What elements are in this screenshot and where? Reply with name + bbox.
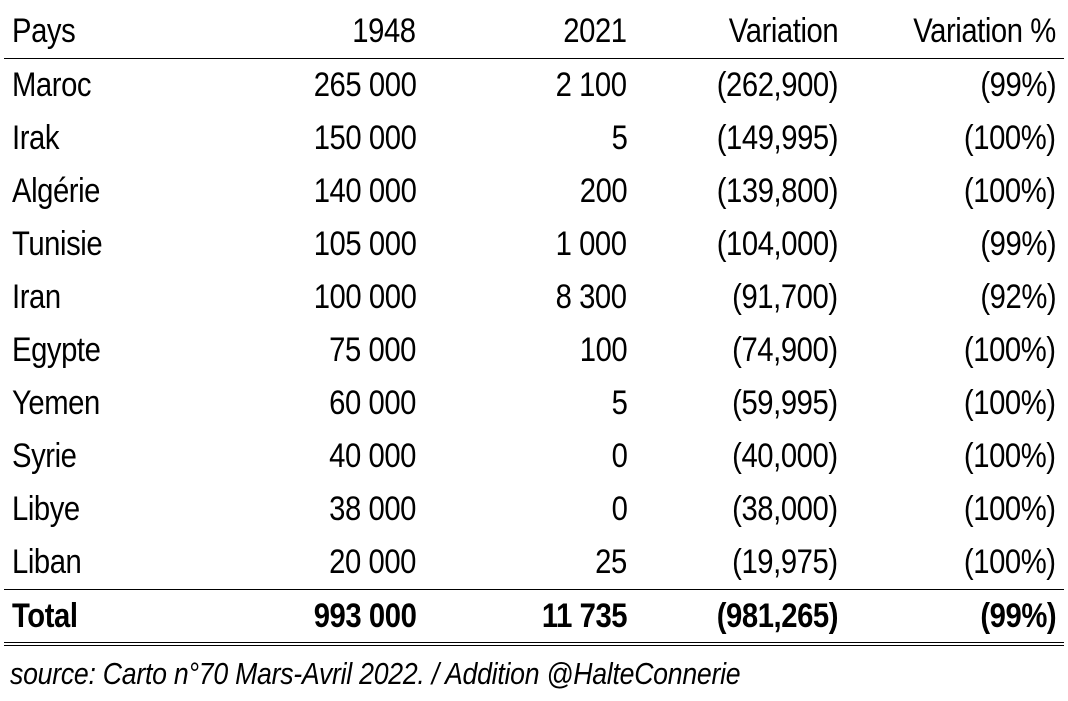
cell-country: Libye xyxy=(12,490,80,528)
cell-country: Iran xyxy=(12,278,61,316)
cell-country: Syrie xyxy=(12,437,77,475)
header-variation: Variation xyxy=(635,4,846,59)
cell-1948: 265 000 xyxy=(313,66,416,104)
header-variation-percent: Variation % xyxy=(846,4,1064,59)
cell-1948: 40 000 xyxy=(329,437,416,475)
header-1948: 1948 xyxy=(214,4,424,59)
cell-country: Liban xyxy=(12,543,82,581)
cell-variation: (38,000) xyxy=(732,490,838,528)
table-row xyxy=(4,377,1064,430)
table-header xyxy=(4,4,1064,59)
population-table xyxy=(4,4,1064,646)
cell-variation: (19,975) xyxy=(732,543,838,581)
total-label: Total xyxy=(4,590,214,645)
cell-variation-percent: (100%) xyxy=(964,384,1056,422)
source-note: source: Carto n°70 Mars-Avril 2022. / Addition @HalteConnerie xyxy=(10,656,741,691)
cell-variation-percent: (100%) xyxy=(964,172,1056,210)
cell-country: Yemen xyxy=(12,384,100,422)
cell-variation-percent: (100%) xyxy=(964,543,1056,581)
cell-variation-percent: (100%) xyxy=(964,490,1056,528)
table-row xyxy=(4,165,1064,218)
total-variation: (981,265) xyxy=(635,590,846,645)
cell-variation: (91,700) xyxy=(732,278,838,316)
cell-variation-percent: (100%) xyxy=(964,331,1056,369)
cell-variation: (74,900) xyxy=(732,331,838,369)
cell-country: Irak xyxy=(12,119,60,157)
table-row xyxy=(4,483,1064,536)
table-row xyxy=(4,536,1064,590)
cell-2021: 8 300 xyxy=(555,278,627,316)
table-row xyxy=(4,59,1064,113)
population-table-container xyxy=(4,4,1064,646)
total-variation-percent: (99%) xyxy=(846,590,1064,645)
cell-2021: 5 xyxy=(611,384,627,422)
cell-1948: 60 000 xyxy=(329,384,416,422)
table-row xyxy=(4,271,1064,324)
cell-2021: 0 xyxy=(611,490,627,528)
table-row xyxy=(4,218,1064,271)
cell-country: Algérie xyxy=(12,172,101,210)
table-row xyxy=(4,430,1064,483)
cell-2021: 0 xyxy=(611,437,627,475)
cell-variation: (149,995) xyxy=(716,119,838,157)
cell-1948: 20 000 xyxy=(329,543,416,581)
table-row xyxy=(4,112,1064,165)
total-2021: 11 735 xyxy=(424,590,635,645)
cell-1948: 150 000 xyxy=(313,119,416,157)
cell-country: Maroc xyxy=(12,66,92,104)
cell-1948: 75 000 xyxy=(329,331,416,369)
total-row xyxy=(4,590,1064,645)
cell-2021: 25 xyxy=(595,543,627,581)
cell-variation: (104,000) xyxy=(716,225,838,263)
cell-variation: (139,800) xyxy=(716,172,838,210)
cell-2021: 5 xyxy=(611,119,627,157)
header-2021: 2021 xyxy=(424,4,635,59)
cell-2021: 200 xyxy=(579,172,627,210)
cell-variation-percent: (92%) xyxy=(980,278,1056,316)
cell-1948: 38 000 xyxy=(329,490,416,528)
cell-1948: 105 000 xyxy=(313,225,416,263)
table-row xyxy=(4,324,1064,377)
header-country: Pays xyxy=(4,4,214,59)
cell-country: Tunisie xyxy=(12,225,103,263)
cell-variation: (262,900) xyxy=(716,66,838,104)
cell-2021: 1 000 xyxy=(555,225,627,263)
cell-1948: 140 000 xyxy=(313,172,416,210)
cell-variation: (59,995) xyxy=(732,384,838,422)
cell-country: Egypte xyxy=(12,331,101,369)
total-1948: 993 000 xyxy=(214,590,424,645)
cell-variation-percent: (99%) xyxy=(980,225,1056,263)
header-row xyxy=(4,4,1064,59)
cell-2021: 2 100 xyxy=(555,66,627,104)
table-body xyxy=(4,59,1064,645)
cell-variation-percent: (100%) xyxy=(964,119,1056,157)
cell-1948: 100 000 xyxy=(313,278,416,316)
cell-variation-percent: (99%) xyxy=(980,66,1056,104)
cell-variation: (40,000) xyxy=(732,437,838,475)
cell-2021: 100 xyxy=(579,331,627,369)
cell-variation-percent: (100%) xyxy=(964,437,1056,475)
